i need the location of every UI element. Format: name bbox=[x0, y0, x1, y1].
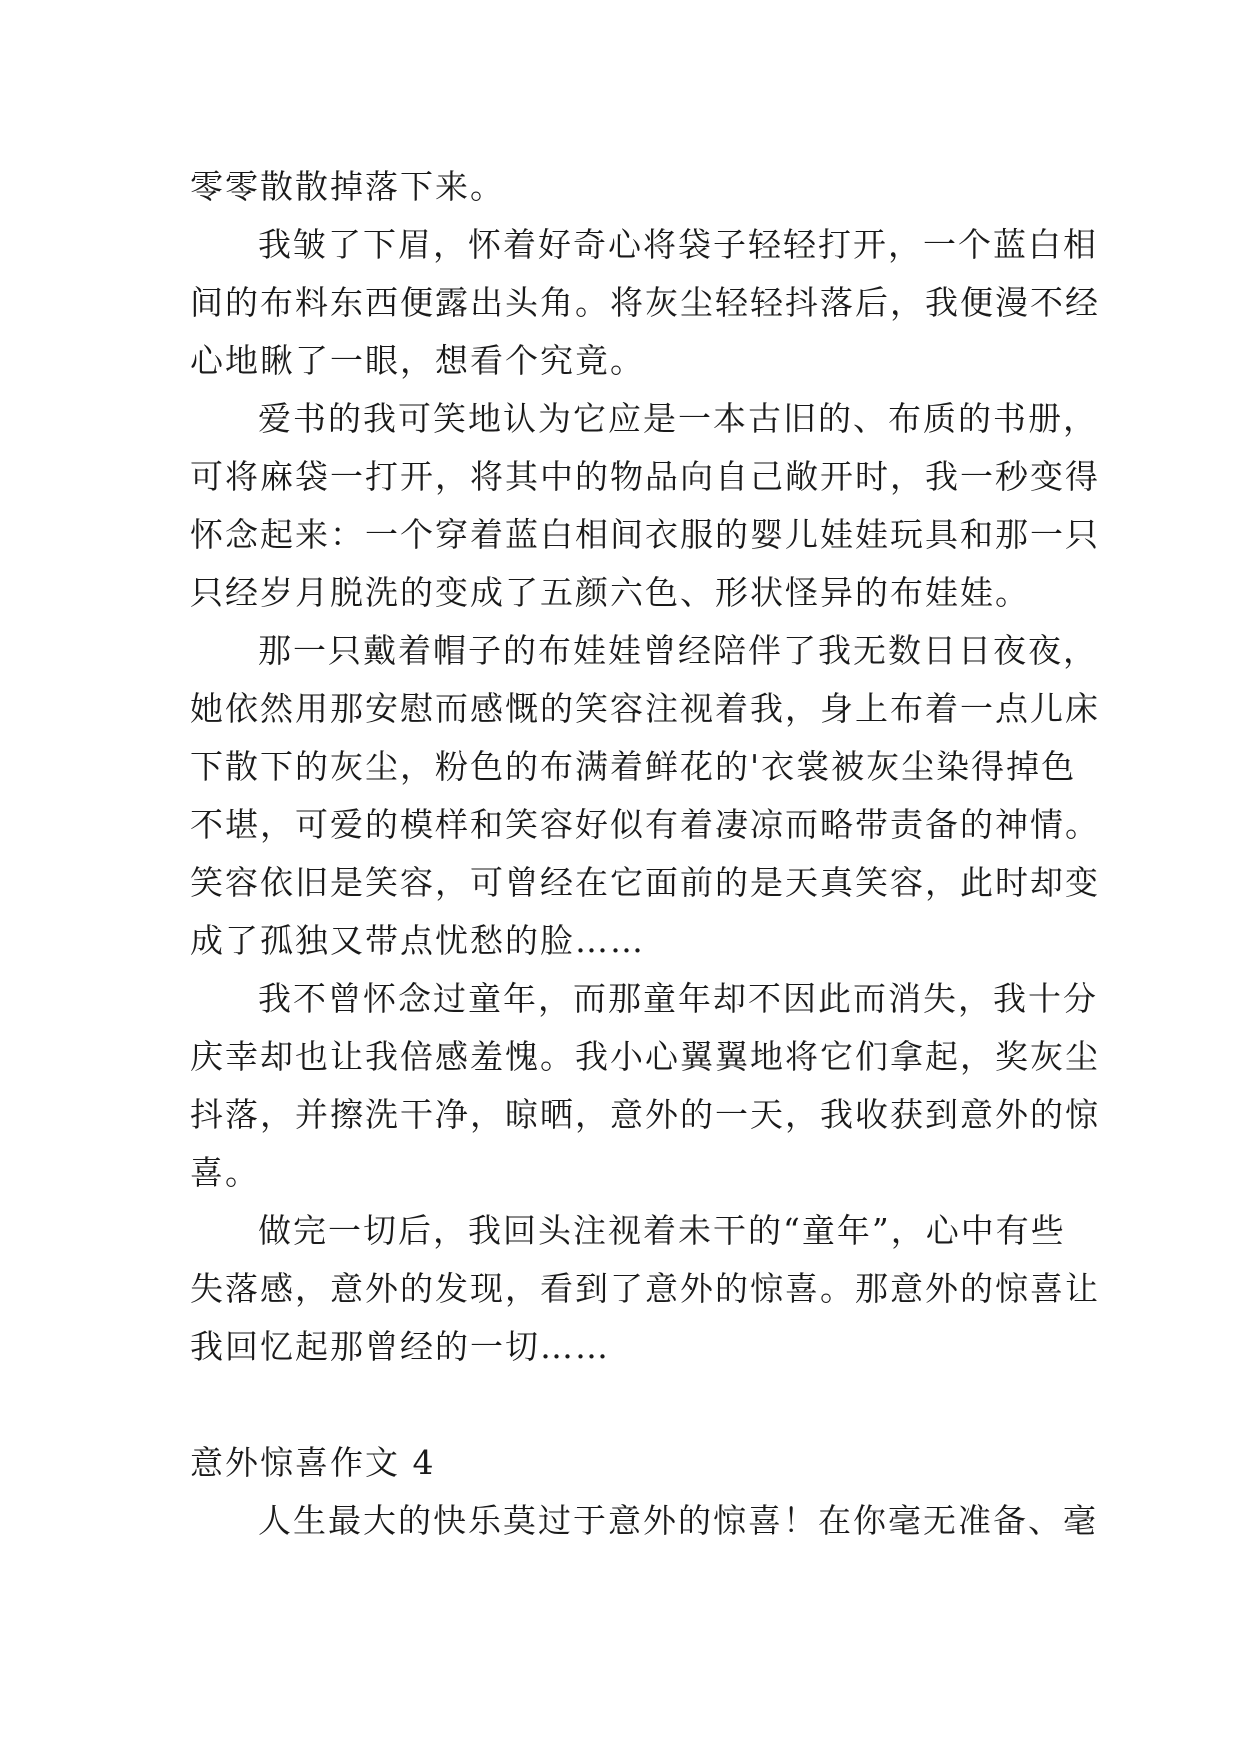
paragraph-start-line: 人生最大的快乐莫过于意外的惊喜！在你毫无准备、毫 bbox=[258, 1501, 1098, 1540]
section-heading: 意外惊喜作文 4 bbox=[190, 1443, 436, 1482]
paragraph-start-line: 做完一切后，我回头注视着未干的“童年”，心中有些 bbox=[258, 1211, 1066, 1250]
text-line: 她依然用那安慰而感慨的笑容注视着我，身上布着一点儿床 bbox=[190, 689, 1100, 728]
blank-line bbox=[190, 1376, 1060, 1434]
paragraph-start-line: 爱书的我可笑地认为它应是一本古旧的、布质的书册， bbox=[258, 399, 1098, 438]
text-line: 抖落，并擦洗干净，晾晒，意外的一天，我收获到意外的惊 bbox=[190, 1095, 1100, 1134]
text-line: 笑容依旧是笑容，可曾经在它面前的是天真笑容，此时却变 bbox=[190, 863, 1100, 902]
text-line: 间的布料东西便露出头角。将灰尘轻轻抖落后，我便漫不经 bbox=[190, 283, 1100, 322]
text-line: 零零散散掉落下来。 bbox=[190, 167, 505, 206]
text-line: 只经岁月脱洗的变成了五颜六色、形状怪异的布娃娃。 bbox=[190, 573, 1030, 612]
paragraph-start-line: 我皱了下眉，怀着好奇心将袋子轻轻打开，一个蓝白相 bbox=[258, 225, 1098, 264]
text-line: 心地瞅了一眼，想看个究竟。 bbox=[190, 341, 645, 380]
text-line: 失落感，意外的发现，看到了意外的惊喜。那意外的惊喜让 bbox=[190, 1269, 1100, 1308]
text-line: 不堪，可爱的模样和笑容好似有着凄凉而略带责备的神情。 bbox=[190, 805, 1100, 844]
text-line: 可将麻袋一打开，将其中的物品向自己敞开时，我一秒变得 bbox=[190, 457, 1100, 496]
text-line: 怀念起来：一个穿着蓝白相间衣服的婴儿娃娃玩具和那一只 bbox=[190, 515, 1100, 554]
text-line: 成了孤独又带点忧愁的脸…… bbox=[190, 921, 645, 960]
text-line: 下散下的灰尘，粉色的布满着鲜花的'衣裳被灰尘染得掉色 bbox=[190, 747, 1077, 786]
text-line: 喜。 bbox=[190, 1153, 260, 1192]
paragraph-start-line: 那一只戴着帽子的布娃娃曾经陪伴了我无数日日夜夜， bbox=[258, 631, 1098, 670]
text-line: 我回忆起那曾经的一切…… bbox=[190, 1327, 610, 1366]
text-line: 庆幸却也让我倍感羞愧。我小心翼翼地将它们拿起，奖灰尘 bbox=[190, 1037, 1100, 1076]
essay-text bbox=[190, 158, 1100, 1550]
paragraph-start-line: 我不曾怀念过童年，而那童年却不因此而消失，我十分 bbox=[258, 979, 1098, 1018]
